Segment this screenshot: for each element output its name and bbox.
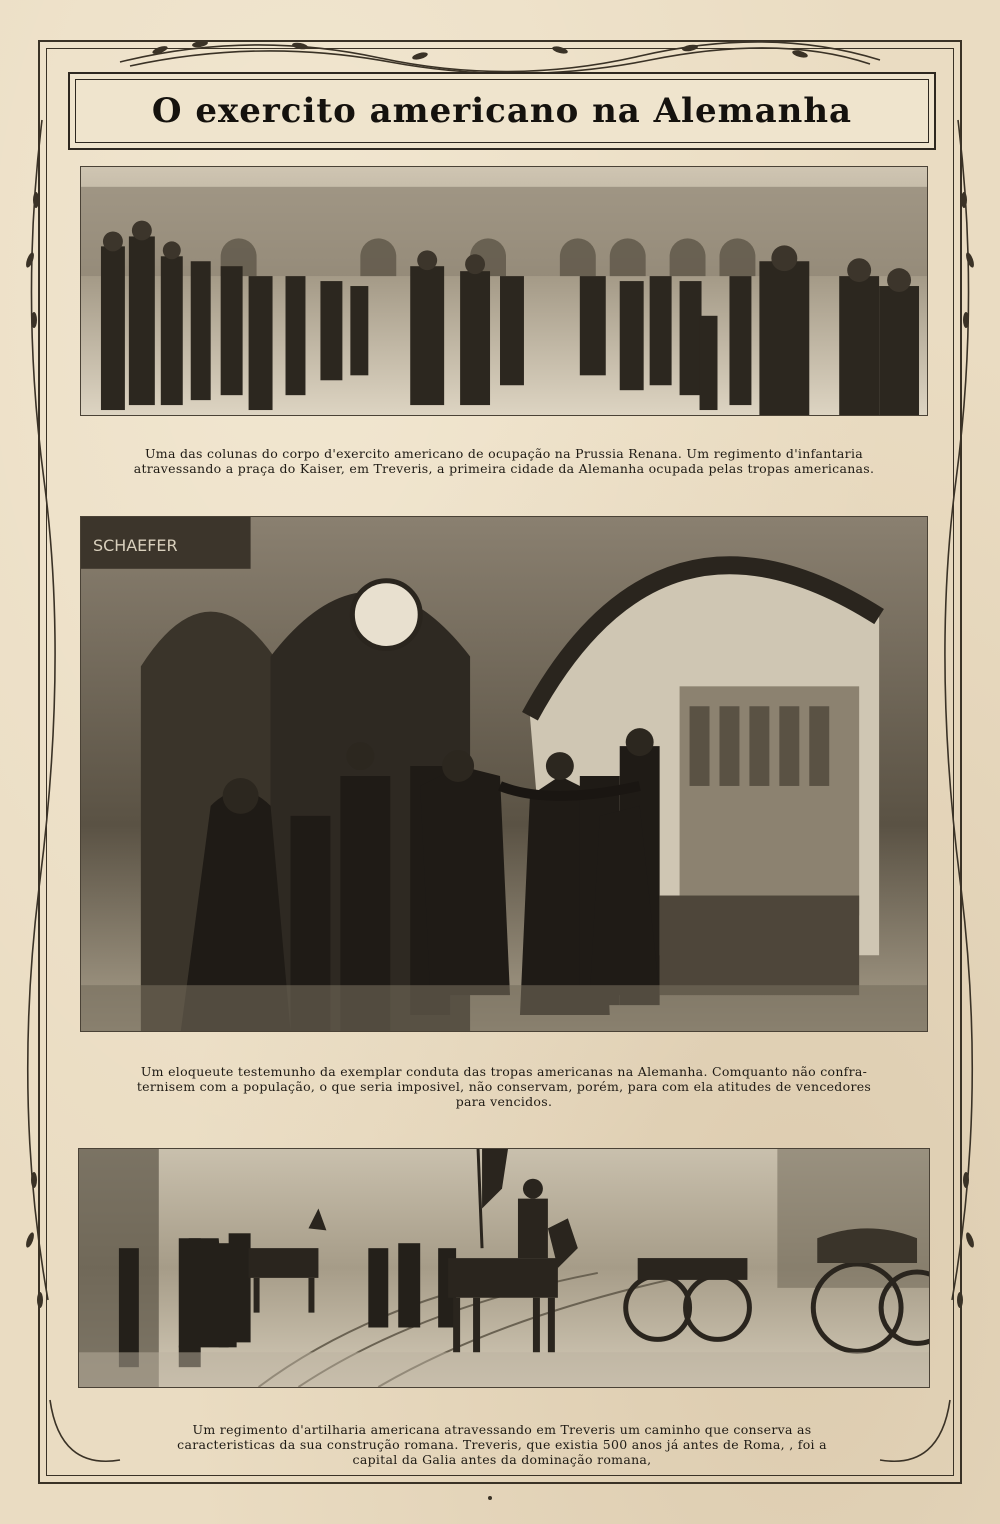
- photo-caption-1: [96, 446, 912, 476]
- caption-line: Um eloqueute testemunho da exemplar conduta das tropas americanas na Alemanha. Comquanto não confra-: [140, 1064, 868, 1079]
- caption-line: caracteristicas da sua construção romana. Treveris, que existia 500 anos já antes de Roma, , foi a: [177, 1437, 827, 1452]
- photo-infantry-column: [80, 166, 928, 416]
- shop-sign-text: SCHAEFER: [92, 535, 178, 555]
- photo-caption-3: [130, 1422, 874, 1467]
- caption-line: para vencidos.: [455, 1094, 553, 1109]
- printer-dot: [488, 1496, 492, 1500]
- caption-line: Uma das colunas do corpo d'exercito americano de ocupação na Prussia Renana. Um regimento d'infantaria: [144, 446, 864, 461]
- caption-line: capital da Galia antes da dominação romana,: [352, 1452, 652, 1467]
- page-title: O exercito americano na Alemanha: [151, 91, 853, 131]
- caption-line: atravessando a praça do Kaiser, em Treveris, a primeira cidade da Alemanha ocupada pelas tropas americanas.: [133, 461, 875, 476]
- caption-line: ternisem com a população, o que seria imposivel, não conservam, porém, para com ela atitudes de vencedores: [136, 1079, 872, 1094]
- caption-line: Um regimento d'artilharia americana atravessando em Treveris um caminho que conserva as: [192, 1422, 812, 1437]
- title-banner: [68, 72, 936, 150]
- photo-arcade-street: [80, 516, 928, 1032]
- photo-artillery-regiment: [78, 1148, 930, 1388]
- photo-caption-2: [96, 1064, 912, 1109]
